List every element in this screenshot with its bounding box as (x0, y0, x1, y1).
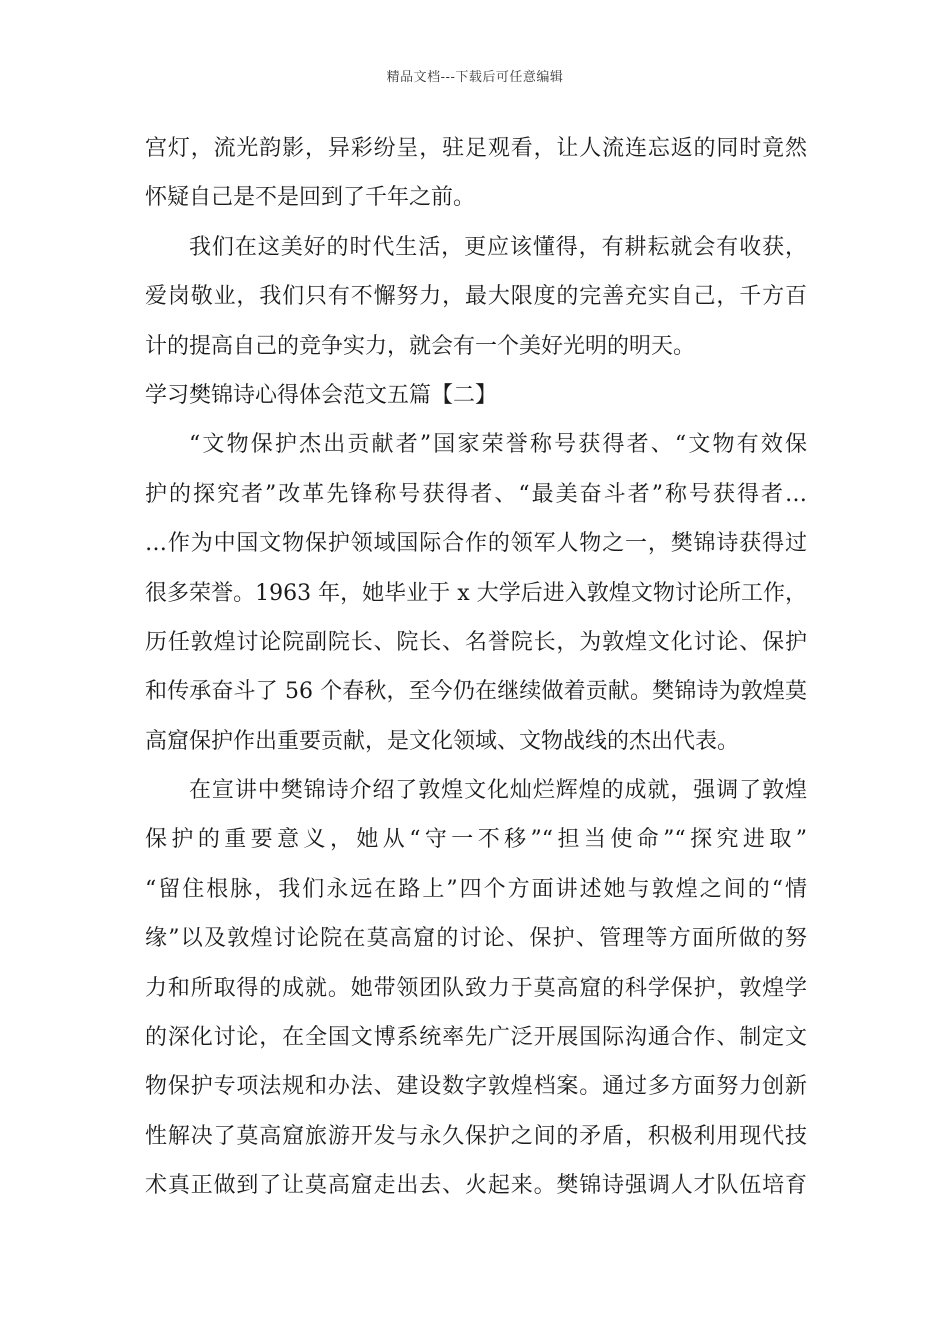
text-line: “文物保护杰出贡献者”国家荣誉称号获得者、“文物有效保 (189, 432, 807, 458)
paragraph (145, 420, 807, 766)
text-line: 宫灯，流光韵影，异彩纷呈，驻足观看，让人流连忘返的同时竟然 (145, 136, 807, 161)
page-header: 精品文档---下载后可任意编辑 (386, 70, 564, 85)
text-line: 在宣讲中樊锦诗介绍了敦煌文化灿烂辉煌的成就，强调了敦煌 (189, 778, 807, 804)
text-line: 和传承奋斗了 56 个春秋，至今仍在继续做着贡献。樊锦诗为敦煌莫 (145, 679, 807, 705)
text-line: 物保护专项法规和办法、建设数字敦煌档案。通过多方面努力创新 (145, 1074, 807, 1100)
text-line: 的深化讨论，在全国文博系统率先广泛开展国际沟通合作、制定文 (145, 1025, 807, 1051)
text-line: 很多荣誉。1963 年，她毕业于 x 大学后进入敦煌文物讨论所工作， (145, 580, 807, 606)
paragraph (145, 223, 807, 371)
text-line: 我们在这美好的时代生活，更应该懂得，有耕耘就会有收获， (189, 234, 807, 260)
text-line: 高窟保护作出重要贡献，是文化领域、文物战线的杰出代表。 (145, 728, 740, 754)
text-line: 护的探究者”改革先锋称号获得者、“最美奋斗者”称号获得者… (145, 481, 807, 507)
paragraph-continuation (145, 124, 807, 223)
text-line: 力和所取得的成就。她带领团队致力于莫高窟的科学保护，敦煌学 (145, 975, 807, 1001)
text-line: 保护的重要意义，她从“守一不移”“担当使命”“探究进取” (145, 827, 807, 853)
text-line: 怀疑自己是不是回到了千年之前。 (145, 185, 476, 211)
text-line: “留住根脉，我们永远在路上”四个方面讲述她与敦煌之间的“情 (145, 876, 807, 902)
text-line: 爱岗敬业，我们只有不懈努力，最大限度的完善充实自己，千方百 (145, 284, 807, 310)
text-line: …作为中国文物保护领域国际合作的领军人物之一，樊锦诗获得过 (145, 531, 807, 557)
text-line: 性解决了莫高窟旅游开发与永久保护之间的矛盾，积极利用现代技 (145, 1123, 807, 1149)
text-line: 缘”以及敦煌讨论院在莫高窟的讨论、保护、管理等方面所做的努 (145, 926, 807, 952)
text-line: 术真正做到了让莫高窟走出去、火起来。樊锦诗强调人才队伍培育 (145, 1173, 807, 1199)
document-body (145, 124, 807, 1211)
text-line: 历任敦煌讨论院副院长、院长、名誉院长，为敦煌文化讨论、保护 (145, 629, 807, 655)
text-line: 计的提高自己的竞争实力，就会有一个美好光明的明天。 (145, 333, 696, 359)
section-heading: 学习樊锦诗心得体会范文五篇【二】 (145, 382, 498, 408)
paragraph (145, 766, 807, 1211)
